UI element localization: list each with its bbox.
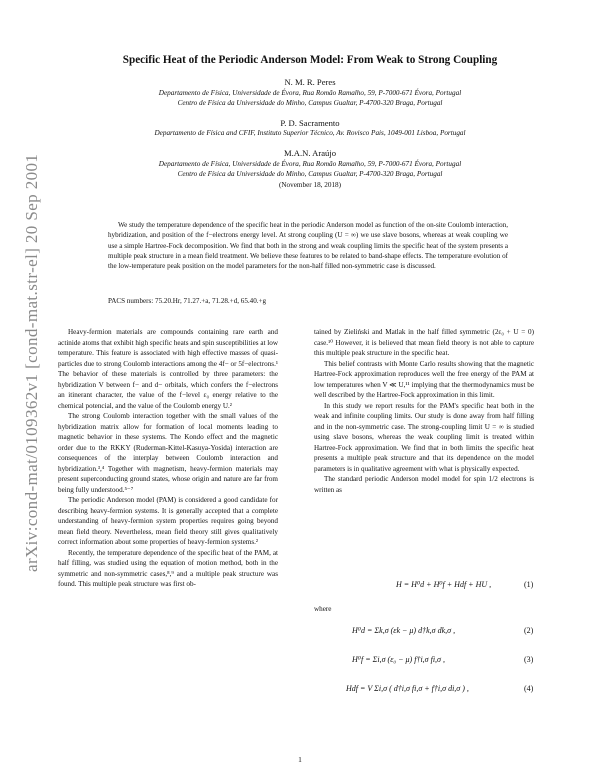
equation-lhs: H⁰f <box>352 655 364 664</box>
paper-title: Specific Heat of the Periodic Anderson Model: From Weak to Strong Coupling <box>122 54 498 66</box>
equation-2 <box>352 626 455 635</box>
author-name: P. D. Sacramento <box>280 118 340 128</box>
equation-1 <box>396 580 491 589</box>
left-column <box>58 327 278 590</box>
equation-rhs: = H⁰d + H⁰f + Hdf + HU , <box>403 580 492 589</box>
equation-number: (2) <box>524 626 534 635</box>
body-paragraph: The periodic Anderson model (PAM) is considered a good candidate for describing heavy-fermion systems. It is generally accepted that a complete understanding of heavy-fermion system properties requires going beyond mean field theory. Nevertheless, mean field theory still gives qualitatively correct information about some properties of heavy-fermion systems.² <box>58 496 278 546</box>
equation-number: (3) <box>524 655 534 664</box>
arxiv-identifier <box>18 132 40 572</box>
equation-rhs: = Σk,σ (εk − μ) d†k,σ dk,σ , <box>366 626 456 635</box>
author-affiliation: Centro de Física da Universidade do Minho, Campus Gualtar, P-4700-320 Braga, Portugal <box>177 99 443 107</box>
author-affiliation: Departamento de Física and CFIF, Instituto Superior Técnico, Av. Rovisco Pais, 1049-001 Lisboa, Portugal <box>154 129 466 137</box>
pacs-numbers: PACS numbers: 75.20.Hr, 71.27.+a, 71.28.+d, 65.40.+g <box>108 297 267 305</box>
equation-lhs: Hdf <box>346 684 358 693</box>
equation-number: (1) <box>524 580 534 589</box>
body-paragraph: The strong Coulomb interaction together with the small values of the hybridization matrix allow for formation of local moments leading to magnetic behavior in these systems. The Kondo effect and the magnetic order due to the RKKY (Ruderman-Kittel-Kasuya-Yosida) interaction are consequences of the interplay between Coulomb interaction and hybridization.³,⁴ Together with magnetism, heavy-fermion materials may present superconducting ground states, whose origin and nature are far from being fully understood.⁵⁻⁷ <box>58 412 278 494</box>
author-name: M.A.N. Araújo <box>283 148 337 158</box>
arxiv-identifier-text: arXiv:cond-mat/0109362v1 [cond-mat.str-el] 20 Sep 2001 <box>22 153 41 572</box>
equation-lhs: H⁰d <box>352 626 365 635</box>
equation-3 <box>352 655 445 664</box>
body-paragraph: This belief contrasts with Monte Carlo results showing that the magnetic Hartree-Fock approximation reproduces well the free energy of the PAM at low temperatures when V ≪ U,¹¹ implying that the thermodynamics must be well described by the Hartree-Fock approximation in this limit. <box>314 359 534 399</box>
author-name: N. M. R. Peres <box>284 77 336 87</box>
body-paragraph: Heavy-fermion materials are compounds containing rare earth and actinide atoms that exhibit high specific heats and spin susceptibilities at low temperature. This feature is associated with high effective masses of quasi-particles due to strong Coulomb interactions among the 4f− or 5f−electrons.¹ The behavior of these materials is controlled by three parameters: the hybridization V between f− and d− orbitals, which confers the f−electrons an itinerant character, the value of the f−level ε₀ energy relative to the chemical potencial, and the value of the Coulomb energy U.² <box>58 328 278 410</box>
paper-date: (November 18, 2018) <box>278 181 342 189</box>
equation-lhs: H <box>396 580 402 589</box>
page-number: 1 <box>298 755 302 764</box>
author-affiliation: Departamento de Física, Universidade de Évora, Rua Romão Ramalho, 59, P-7000-671 Évora, Portugal <box>158 160 462 168</box>
body-paragraph: In this study we report results for the PAM's specific heat both in the weak and infinite coupling limits. Our study is done away from half filling and in the non-symmetric case. The strong-coupling limit U = ∞ is studied using slave bosons, whereas the weak coupling limit is treated within Hartree-Fock approximation. We find that in both limits the specific heat presents a multiple peak structure and that its dependence on the model parameters is in qualitative agreement with what is physically expected. <box>314 401 534 473</box>
body-paragraph: The standard periodic Anderson model model for spin 1/2 electrons is written as <box>314 475 534 494</box>
body-paragraph: tained by Zieliński and Matlak in the half filled symmetric (2ε₀ + U = 0) case.¹⁰ However, it is believed that mean field theory is not able to capture this multiple peak structure in the specific heat. <box>314 328 534 357</box>
body-paragraph: Recently, the temperature dependence of the specific heat of the PAM, at half filling, was studied using the equation of motion method, both in the symmetric and non-symmetric cases,⁸,⁹ and a multiple peak structure was found. This multiple peak structure was first ob- <box>58 548 278 588</box>
equation-rhs: = Σi,σ (ε₀ − μ) f†i,σ fi,σ , <box>365 655 445 664</box>
abstract: We study the temperature dependence of the specific heat in the periodic Anderson model as function of the on-site Coulomb interaction, hybridization, and position of the f−electrons energy level. At strong coupling (U = ∞) we use slave bosons, whereas at weak coupling we use a simple Hartree-Fock decomposition. We find that both in the strong and weak coupling limits the specific heat of the system presents a multiple peak structure in a mean field treatment. We believe these features to be related to band-shape effects. The temperature evolution of the low-temperature peak position on the model parameters for the non-half filled non-symmetric case is discussed. <box>108 221 508 271</box>
equation-4 <box>346 684 469 693</box>
right-column <box>314 327 534 495</box>
author-affiliation: Centro de Física da Universidade do Minho, Campus Gualtar, P-4700-320 Braga, Portugal <box>177 170 443 178</box>
where-text: where <box>314 605 332 613</box>
equation-rhs: = V Σi,σ ( d†i,σ fi,σ + f†i,σ di,σ ) , <box>360 684 469 693</box>
author-affiliation: Departamento de Física, Universidade de Évora, Rua Romão Ramalho, 59, P-7000-671 Évora, Portugal <box>158 89 462 97</box>
equation-number: (4) <box>524 684 534 693</box>
